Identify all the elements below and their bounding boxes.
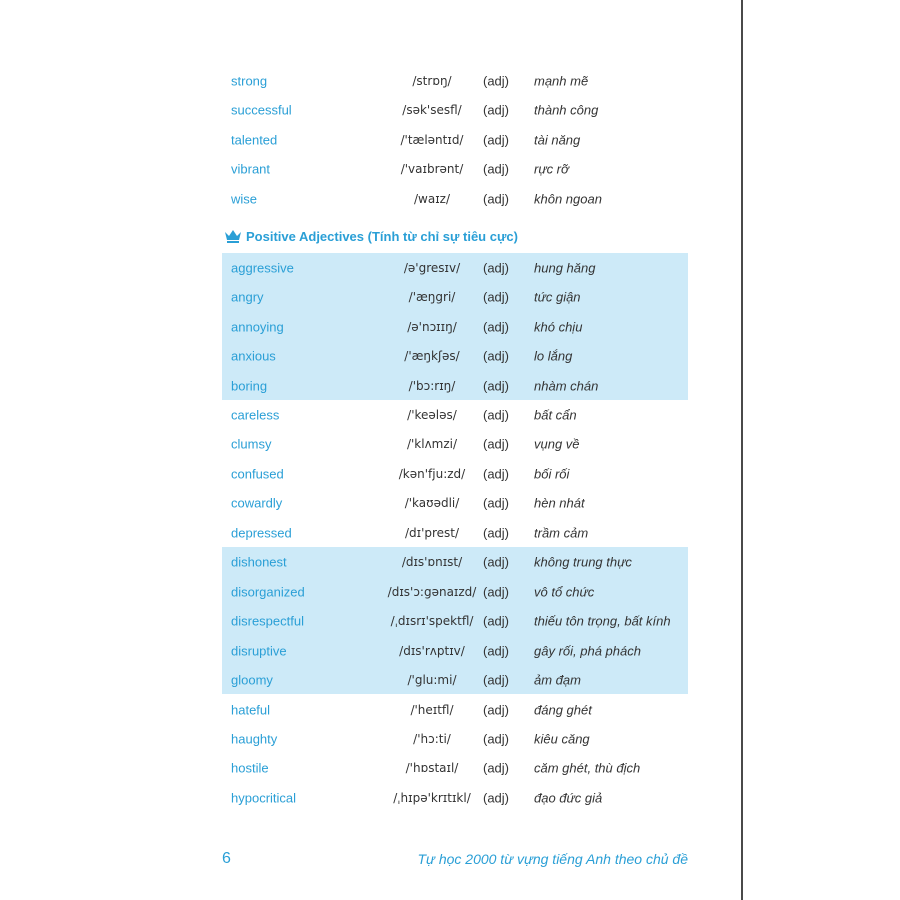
vocab-word: careless: [231, 407, 280, 423]
vocab-meaning: ảm đạm: [534, 672, 581, 688]
vocab-row: [222, 665, 688, 695]
vocab-row: [222, 371, 688, 401]
vocab-pos: (adj): [483, 643, 510, 659]
page-number: 6: [222, 850, 231, 867]
vocab-pos: (adj): [483, 191, 510, 207]
crown-icon: [224, 229, 242, 243]
vocab-pos: (adj): [483, 73, 510, 89]
vocab-pos: (adj): [483, 161, 510, 177]
vocab-pos: (adj): [483, 525, 510, 541]
vocab-ipa: /'æŋkʃəs/: [404, 349, 460, 364]
vocab-row: [222, 754, 688, 784]
vocab-ipa: /'æŋgri/: [408, 290, 456, 305]
section-title-text: Positive Adjectives (Tính từ chỉ sự tiêu cực): [246, 228, 518, 244]
vocab-row: [222, 125, 688, 155]
vocab-word: boring: [231, 378, 268, 394]
vocab-meaning: kiêu căng: [534, 731, 590, 747]
vocab-pos: (adj): [483, 790, 510, 806]
vocab-word: clumsy: [231, 436, 272, 452]
vocab-row: [222, 636, 688, 666]
vocab-meaning: thành công: [534, 102, 599, 118]
vocab-ipa: /waɪz/: [413, 191, 450, 206]
vocab-ipa: /'hɔ:ti/: [413, 731, 451, 746]
vocab-row: [222, 606, 688, 636]
vocab-pos: (adj): [483, 378, 510, 394]
vocab-word: hateful: [231, 702, 271, 717]
vocab-ipa: /strɒŋ/: [412, 73, 452, 88]
vocab-row: [222, 184, 688, 214]
vocab-pos: (adj): [483, 672, 510, 688]
vocab-ipa: /'hɒstaɪl/: [405, 761, 459, 776]
vocab-pos: (adj): [483, 436, 510, 452]
vocab-ipa: /'keələs/: [407, 408, 457, 422]
vocab-meaning: vô tổ chức: [534, 584, 595, 600]
vocab-word: strong: [231, 73, 268, 89]
vocab-row: [222, 66, 688, 96]
vocab-pos: (adj): [483, 613, 510, 629]
vocab-word: vibrant: [231, 161, 271, 177]
vocab-ipa: /dɪs'ɔ:gənaɪzd/: [387, 584, 477, 599]
vocab-row: [222, 155, 688, 185]
vocab-ipa: /dɪs'rʌptɪv/: [399, 643, 465, 658]
vocab-meaning: mạnh mẽ: [534, 73, 589, 89]
vocab-ipa: /dɪ'prest/: [404, 525, 460, 540]
vocab-row: [222, 724, 688, 754]
vocab-word: haughty: [231, 731, 278, 747]
vocab-meaning: gây rối, phá phách: [534, 643, 641, 659]
vocab-word: disruptive: [231, 643, 287, 659]
vocab-word: talented: [231, 132, 278, 148]
vocab-pos: (adj): [483, 760, 510, 776]
vocab-word: gloomy: [231, 672, 273, 688]
vocab-meaning: thiếu tôn trọng, bất kính: [534, 613, 671, 629]
vocab-pos: (adj): [483, 466, 510, 482]
vocab-meaning: hèn nhát: [534, 495, 585, 511]
vocab-row: [222, 518, 688, 548]
vocab-word: depressed: [231, 525, 292, 541]
vocab-ipa: /ə'nɔɪɪŋ/: [407, 319, 457, 334]
vocab-ipa: /kən'fju:zd/: [398, 466, 466, 481]
vocab-ipa: /dɪs'ɒnɪst/: [401, 555, 463, 570]
vocab-pos: (adj): [483, 348, 510, 364]
vocab-row: [222, 459, 688, 489]
vocab-meaning: đạo đức giả: [534, 790, 603, 806]
vocab-meaning: hung hăng: [534, 260, 596, 276]
vocab-pos: (adj): [483, 407, 510, 423]
vocab-word: disorganized: [231, 584, 305, 600]
vocab-word: disrespectful: [231, 613, 304, 629]
vocab-pos: (adj): [483, 102, 510, 118]
vocab-row: [222, 489, 688, 519]
vocab-ipa: /'klʌmzi/: [406, 437, 458, 452]
vocab-pos: (adj): [483, 702, 510, 717]
vocab-row: [222, 548, 688, 578]
vocab-word: confused: [231, 466, 284, 482]
vocab-ipa: /'vaɪbrənt/: [400, 162, 464, 177]
vocab-ipa: /ˌhɪpə'krɪtɪkl/: [393, 790, 471, 805]
vocab-meaning: rực rỡ: [534, 161, 569, 177]
vocab-meaning: khôn ngoan: [534, 191, 602, 207]
vocab-pos: (adj): [483, 289, 510, 305]
vocab-ipa: /'tæləntɪd/: [400, 132, 464, 147]
vocab-meaning: căm ghét, thù địch: [534, 760, 641, 776]
vocab-pos: (adj): [483, 495, 510, 511]
vocab-row: [222, 577, 688, 607]
vocab-meaning: trầm cảm: [534, 525, 589, 541]
section-title: [224, 225, 518, 247]
vocab-ipa: /ə'gresɪv/: [403, 260, 461, 275]
vocab-row: [222, 96, 688, 126]
vocab-meaning: vụng về: [534, 436, 580, 452]
vocab-meaning: tức giận: [534, 289, 581, 305]
vocab-word: dishonest: [231, 554, 287, 570]
page-edge-divider: [741, 0, 743, 900]
vocab-word: successful: [231, 102, 292, 118]
vocab-meaning: bất cẩn: [534, 407, 577, 423]
vocab-pos: (adj): [483, 319, 510, 335]
vocab-word: angry: [231, 289, 264, 305]
vocab-row: [222, 253, 688, 283]
vocab-ipa: /sək'sesfl/: [402, 103, 462, 118]
vocab-meaning: đáng ghét: [534, 702, 592, 717]
vocab-row: [222, 430, 688, 460]
vocab-pos: (adj): [483, 584, 510, 600]
vocab-pos: (adj): [483, 731, 510, 747]
vocab-meaning: bối rối: [534, 466, 570, 482]
vocab-word: annoying: [231, 319, 284, 335]
vocab-row: [222, 783, 688, 813]
vocab-ipa: /'kaʊədli/: [404, 496, 460, 511]
vocab-ipa: /'heɪtfl/: [410, 702, 454, 717]
vocab-row: [222, 695, 688, 725]
vocab-word: cowardly: [231, 495, 283, 511]
vocab-word: hostile: [231, 760, 269, 776]
book-title: Tự học 2000 từ vựng tiếng Anh theo chủ đề: [417, 851, 688, 867]
vocab-word: wise: [231, 191, 258, 207]
vocab-ipa: /'glu:mi/: [407, 673, 457, 688]
vocab-row: [222, 341, 688, 371]
vocab-meaning: tài năng: [534, 132, 581, 148]
vocab-ipa: /ˌdɪsrɪ'spektfl/: [390, 614, 474, 629]
vocab-meaning: nhàm chán: [534, 378, 599, 394]
vocab-pos: (adj): [483, 132, 510, 148]
vocab-meaning: khó chịu: [534, 319, 583, 335]
vocab-row: [222, 400, 688, 430]
vocab-word: hypocritical: [231, 790, 297, 806]
vocab-ipa: /'bɔ:rɪŋ/: [408, 378, 456, 393]
vocab-word: anxious: [231, 348, 276, 364]
vocab-word: aggressive: [231, 260, 294, 276]
vocab-row: [222, 282, 688, 312]
vocab-row: [222, 312, 688, 342]
vocab-pos: (adj): [483, 260, 510, 276]
vocab-meaning: không trung thực: [534, 554, 632, 570]
vocab-meaning: lo lắng: [534, 348, 573, 364]
vocab-pos: (adj): [483, 554, 510, 570]
